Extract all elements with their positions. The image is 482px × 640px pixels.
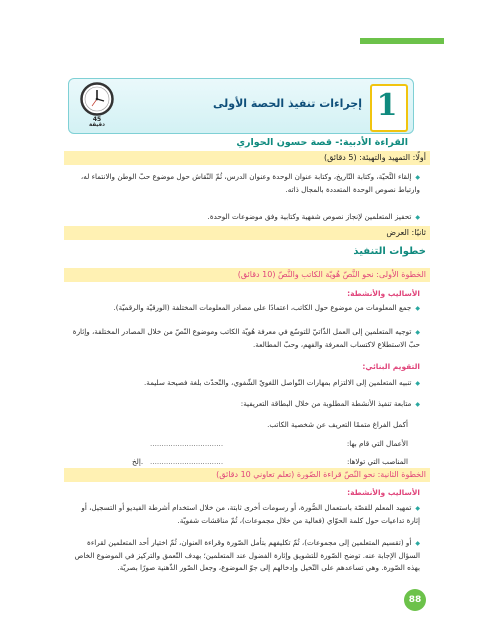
clock-minutes: 45: [92, 116, 102, 123]
card-line-2-dots: ................................: [150, 439, 224, 448]
step2-method-1: ◆ تمهيد المعلم للقصّة باستعمال الصُّورة، أو رسومات أخرى ثابتة، من خلال استخدام أشرطة الفيديو أو التسجيل، أو إثارة تداعيات حول كلمة الحوّاي (فعالية من خلال مجموعات)، ثُمّ مناقشات شفويّة.: [70, 502, 420, 527]
card-line-2: الأعمال التي قام بها:: [346, 439, 408, 448]
top-green-tab: [360, 38, 444, 44]
banner-number: 1: [376, 88, 398, 123]
step1-methods-label: الأساليب والأنشطة:: [347, 289, 420, 298]
clock-icon: [80, 82, 114, 116]
step2-methods-label: الأساليب والأنشطة:: [347, 488, 420, 497]
clock-unit: دقيقة: [89, 122, 105, 128]
reading-title: القراءة الأدبية:- قصة حسون الحواري: [236, 137, 408, 148]
page-number: 88: [408, 595, 422, 605]
card-line-3-etc: إلخ.: [132, 457, 144, 466]
section1-item-1: ◆ إلقاء التَّحيّة، وكتابة التّاريخ، وكتابة عنوان الوحدة وعنوان الدرس، ثُمّ النّقاش حول موضوع حبّ الوطن والانتماء له، وارتباط نصوص الوحدة المتعددة بالمجال ذاته.: [70, 171, 420, 196]
card-line-3: المناصب التي تولاها:: [347, 457, 408, 466]
card-line-1: أكمل الفراغ متممًا التعريف عن شخصية الكاتب.: [267, 420, 408, 429]
section1-item-2: ◆ تحفيز المتعلمين لإنجاز نصوص شفهية وكتابية وفق موضوعات الوحدة.: [70, 211, 420, 224]
step2-heading: الخطوة الثانية: نحو النّصّ قراءة الصّورة (تعلم تعاوني 10 دقائق): [216, 470, 426, 479]
banner-title: إجراءات تنفيذ الحصة الأولى: [212, 97, 362, 110]
step1-eval-label: التقويم البنائي:: [362, 362, 420, 371]
step1-eval-1: ◆ تنبيه المتعلمين إلى الالتزام بمهارات التّواصل اللغويّ الشّفوي، والتّحدّث بلغة فصيحة سليمة.: [70, 377, 420, 390]
steps-title: خطوات التنفيذ: [353, 246, 426, 257]
step1-heading: الخطوة الأولى: نحو النَّصّ هُويّة الكاتب والنَّصّ (10 دقائق): [237, 270, 426, 279]
step2-method-2: ◆ أو (تقسيم المتعلمين إلى مجموعات)، ثُمّ تكليفهم بتأمل الصّورة وقراءة العنوان، ثُمّ اختيار أحد المتعلمين لقراءة السؤال الإجابة عنه. توضح الصّورة للتشويق وإثارة الفضول عند المتعلمين؛ بهدف التّعمق والتركيز في الموضوع الخاص بهذه الصّورة. وهي تساعدهم على التّخيل وإدخالهم إلى جوّ الموضوع، وجعل الصّور الذّهنية صورًا بصريّة.: [70, 537, 420, 574]
card-line-3-dots: ................................: [150, 457, 224, 466]
step1-eval-2: ◆ متابعة تنفيذ الأنشطة المطلوبة من خلال البطاقة التعريفية:: [70, 398, 420, 411]
section2-heading: ثانيًا: العرض: [386, 228, 426, 237]
step1-method-2: ◆ توجيه المتعلمين إلى العمل الذّاتيّ للتوسّع في معرفة هُويّة الكاتب وموضوع النّصّ من خلال المصادر المختلفة، وإثارة حبّ الاستطلاع لاكتساب المعرفة والفهم، وحبّ المطالعة.: [70, 326, 420, 351]
step1-method-1: ◆ جمع المعلومات من موضوع حول الكاتب، اعتمادًا على مصادر المعلومات المختلفة (الورقيّة والرقميّة).: [70, 302, 420, 315]
section1-heading: أولًا: التمهيد والتهيئة: (5 دقائق): [323, 153, 426, 162]
